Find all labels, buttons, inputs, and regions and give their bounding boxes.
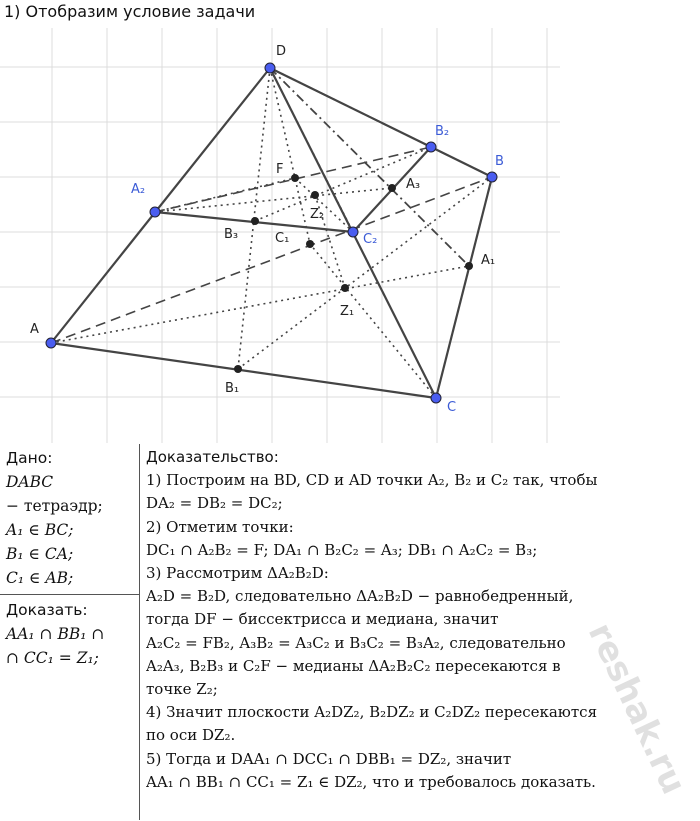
- proof-line: A₂C₂ = FB₂, A₃B₂ = A₃C₂ и B₃C₂ = B₃A₂, следовательно: [146, 633, 566, 652]
- given-line: A₁ ∈ BC;: [6, 521, 74, 539]
- prove-label: Доказать:: [6, 601, 88, 619]
- proof-line: DC₁ ∩ A₂B₂ = F; DA₁ ∩ B₂C₂ = A₃; DB₁ ∩ A₂C₂ = B₃;: [146, 540, 538, 559]
- proof-line: DA₂ = DB₂ = DC₂;: [146, 494, 283, 513]
- proof-line: по оси DZ₂.: [146, 726, 236, 745]
- point-C1: [306, 240, 314, 248]
- proof-line: 1) Построим на BD, CD и AD точки A₂, B₂ и C₂ так, чтобы: [146, 471, 598, 490]
- prove-line: ∩ CC₁ = Z₁;: [6, 649, 99, 667]
- given-label: Дано:: [6, 449, 53, 467]
- label-A: A: [30, 322, 39, 337]
- proof-line: 4) Значит плоскости A₂DZ₂, B₂DZ₂ и C₂DZ₂ пересекаются: [146, 703, 598, 722]
- point-A3: [388, 184, 396, 192]
- proof-line: 5) Тогда и DAA₁ ∩ DCC₁ ∩ DBB₁ = DZ₂, значит: [146, 749, 512, 768]
- given-line: B₁ ∈ CA;: [6, 545, 74, 563]
- proof-line: тогда DF − биссектрисса и медиана, значит: [146, 610, 499, 629]
- prove-section: [6, 598, 104, 670]
- proof-line: 3) Рассмотрим ΔA₂B₂D:: [146, 564, 329, 583]
- proof-line: A₂A₃, B₂B₃ и C₂F − медианы ΔA₂B₂C₂ пересекаются в: [146, 656, 561, 675]
- label-D: D: [276, 44, 287, 59]
- label-C1: C₁: [275, 231, 290, 246]
- label-B3: B₃: [224, 227, 239, 242]
- point-B1: [234, 365, 242, 373]
- label-A2: A₂: [131, 182, 146, 197]
- tetrahedron-figure: [0, 28, 560, 443]
- point-B2: [426, 142, 436, 152]
- point-B3: [251, 217, 259, 225]
- proof-line: A₂D = B₂D, следовательно ΔA₂B₂D − равнобедренный,: [146, 587, 574, 606]
- label-A3: A₃: [406, 177, 421, 192]
- proof-section: [146, 446, 698, 794]
- prove-line: AA₁ ∩ BB₁ ∩: [6, 625, 105, 643]
- given-section: [6, 446, 138, 667]
- proof-line: 2) Отметим точки:: [146, 517, 294, 536]
- label-B: B: [495, 154, 504, 169]
- proof-title: Доказательство:: [146, 448, 279, 466]
- column-divider: [139, 444, 140, 820]
- watermark-text: reshak.ru: [579, 616, 694, 800]
- section-heading: 1) Отобразим условие задачи: [4, 2, 256, 21]
- label-Z2: Z₂: [310, 207, 325, 222]
- proof-line: точке Z₂;: [146, 680, 218, 699]
- label-C2: C₂: [363, 232, 378, 247]
- given-line: DABC: [6, 473, 54, 491]
- label-F: F: [276, 162, 284, 177]
- label-B1: B₁: [225, 381, 240, 396]
- label-A1: A₁: [481, 253, 496, 268]
- point-C: [431, 393, 441, 403]
- proof-line: AA₁ ∩ BB₁ ∩ CC₁ = Z₁ ∈ DZ₂, что и требовалось доказать.: [146, 772, 596, 791]
- point-A1: [465, 262, 473, 270]
- label-C: C: [447, 400, 457, 415]
- point-A: [46, 338, 56, 348]
- label-Z1: Z₁: [340, 304, 355, 319]
- point-C2: [348, 227, 358, 237]
- given-line: C₁ ∈ AB;: [6, 569, 74, 587]
- point-B: [487, 172, 497, 182]
- given-line: − тетраэдр;: [6, 497, 103, 515]
- point-Z2: [311, 191, 319, 199]
- point-Z1: [341, 284, 349, 292]
- given-prove-divider: [0, 594, 139, 595]
- label-B2: B₂: [435, 124, 450, 139]
- point-A2: [150, 207, 160, 217]
- point-F: [291, 174, 299, 182]
- dashdot-lines: [270, 68, 492, 266]
- point-D: [265, 63, 275, 73]
